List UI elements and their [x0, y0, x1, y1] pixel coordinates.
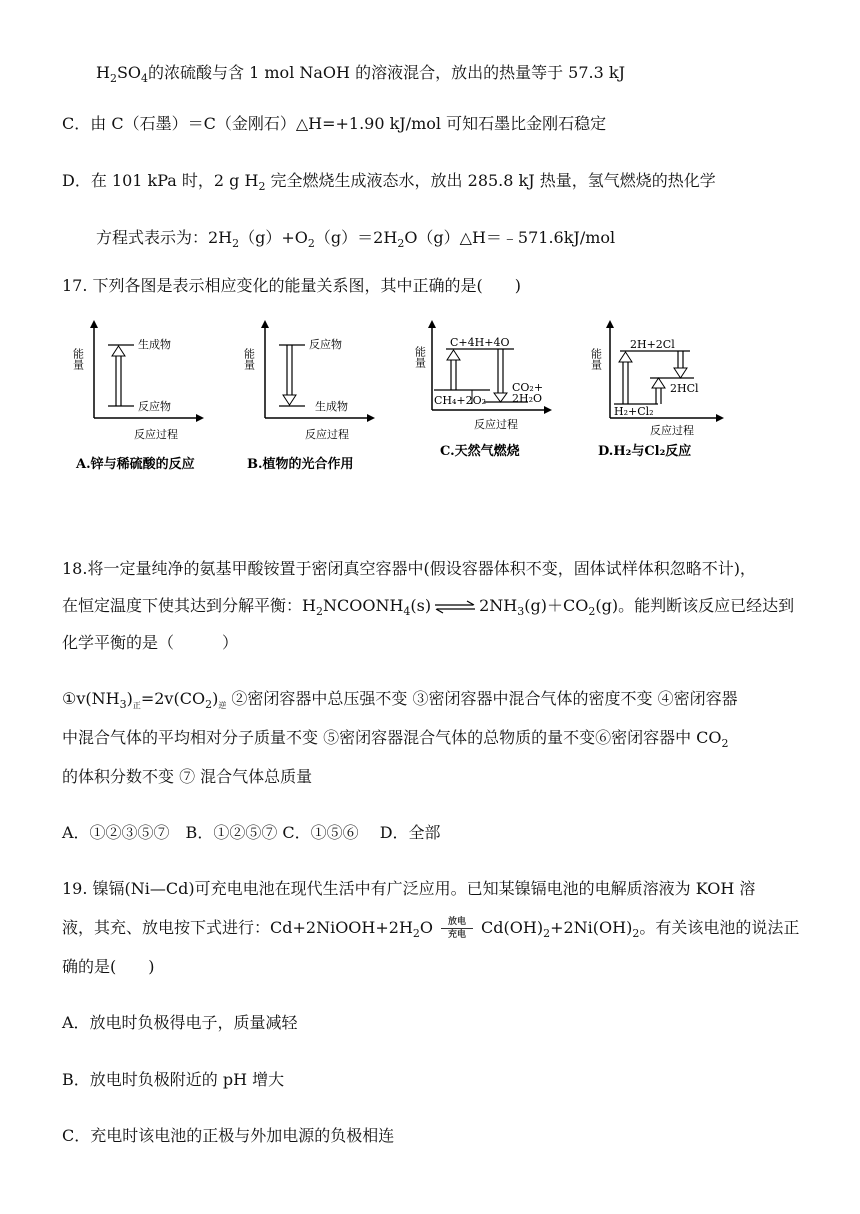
figure-c-caption: C.天然气燃烧	[440, 444, 520, 459]
question-18-conditions-1: $①v(NH_3)_正=2v(CO_2)_逆$ ②密闭容器中总压强不变 ③密闭容器中混合气体的密度不变 ④密闭容器	[62, 689, 738, 712]
charge-discharge-label: 放电 充电	[439, 917, 475, 940]
energy-label: 能量	[71, 348, 85, 370]
question-18-line1: 18.将一定量纯净的氨基甲酸铵置于密闭真空容器中(假设容器体积不变，固体试样体积忽略不计)，	[62, 559, 756, 578]
svg-text:CH₄+2O₂: CH₄+2O₂	[434, 394, 487, 407]
question-19-option-a: A．放电时负极得电子，质量减轻	[62, 1013, 298, 1032]
svg-text:生成物: 生成物	[315, 400, 348, 413]
svg-text:2H₂O: 2H₂O	[512, 392, 543, 405]
option-b-continued: $H_2SO_4$的浓硫酸与含 1 mol NaOH 的溶液混合，放出的热量等于 57.3 kJ	[96, 63, 625, 86]
figure-c	[413, 318, 578, 482]
svg-text:能量: 能量	[589, 348, 603, 370]
svg-text:2H+2Cl: 2H+2Cl	[630, 338, 675, 351]
figure-a-caption: A.锌与稀硫酸的反应	[76, 457, 195, 472]
option-d-equation: 方程式表示为：$2H_2(g)+O_2(g)=2H_2O(g)\triangle H=﹣571.6kJ$/mol	[96, 228, 616, 251]
question-19-line1: 19. 镍镉(Ni—Cd)可充电电池在现代生活中有广泛应用。已知某镍镉电池的电解质溶液为 KOH 溶	[62, 879, 756, 898]
question-18-options: A．①②③⑤⑦ B．①②⑤⑦ C．①⑤⑥ D．全部	[62, 823, 441, 842]
question-19-line3: 确的是( )	[62, 957, 155, 976]
option-d: D．在 101 kPa 时，2 g $H_2$ 完全燃烧生成液态水，放出 285.8 kJ 热量，氢气燃烧的热化学	[62, 171, 716, 194]
figure-b	[243, 318, 403, 482]
svg-text:C+4H+4O: C+4H+4O	[450, 336, 510, 349]
question-17: 17. 下列各图是表示相应变化的能量关系图，其中正确的是( )	[62, 276, 522, 295]
question-18-conditions-3: 的体积分数不变 ⑦ 混合气体总质量	[62, 767, 313, 786]
svg-text:反应物: 反应物	[138, 400, 171, 413]
figure-d-caption: D.H₂与Cl₂反应	[598, 444, 692, 459]
figure-d	[590, 318, 750, 482]
svg-text:2HCl: 2HCl	[670, 382, 699, 395]
figure-b-caption: B.植物的光合作用	[247, 457, 354, 472]
svg-text:反应过程: 反应过程	[474, 418, 518, 431]
svg-text:CO₂+: CO₂+	[512, 381, 544, 394]
svg-text:反应物: 反应物	[309, 338, 342, 351]
equilibrium-arrow-icon	[433, 600, 477, 614]
figure-a	[72, 318, 232, 482]
option-c: C．由 C（石墨）＝C（金刚石）△H=+1.90 kJ/mol 可知石墨比金刚石稳定	[62, 114, 607, 133]
svg-text:反应过程: 反应过程	[650, 424, 694, 437]
question-18-line3: 化学平衡的是（ ）	[62, 633, 239, 652]
question-18-conditions-2: 中混合气体的平均相对分子质量不变 ⑤密闭容器混合气体的总物质的量不变⑥密闭容器中 $CO_2$	[62, 728, 729, 751]
question-19-line2: 液，其充、放电按下式进行：$Cd+2NiOOH+2H_2O$ 放电 充电 $Cd(OH)_2+2Ni(OH)_2$。有关该电池的说法正	[62, 917, 800, 941]
svg-text:反应过程: 反应过程	[305, 428, 349, 441]
svg-text:反应过程: 反应过程	[134, 428, 178, 441]
question-19-option-b: B．放电时负极附近的 pH 增大	[62, 1070, 285, 1089]
svg-text:能量: 能量	[413, 346, 427, 368]
svg-text:能量: 能量	[242, 348, 256, 370]
svg-text:生成物: 生成物	[138, 338, 171, 351]
svg-text:H₂+Cl₂: H₂+Cl₂	[614, 405, 654, 418]
question-18-line2: 在恒定温度下使其达到分解平衡：$H_2NCOONH_4(s)$ $2NH_3(g)+CO_2(g)$。能判断该反应已经达到	[62, 596, 795, 619]
question-19-option-c: C．充电时该电池的正极与外加电源的负极相连	[62, 1126, 395, 1145]
